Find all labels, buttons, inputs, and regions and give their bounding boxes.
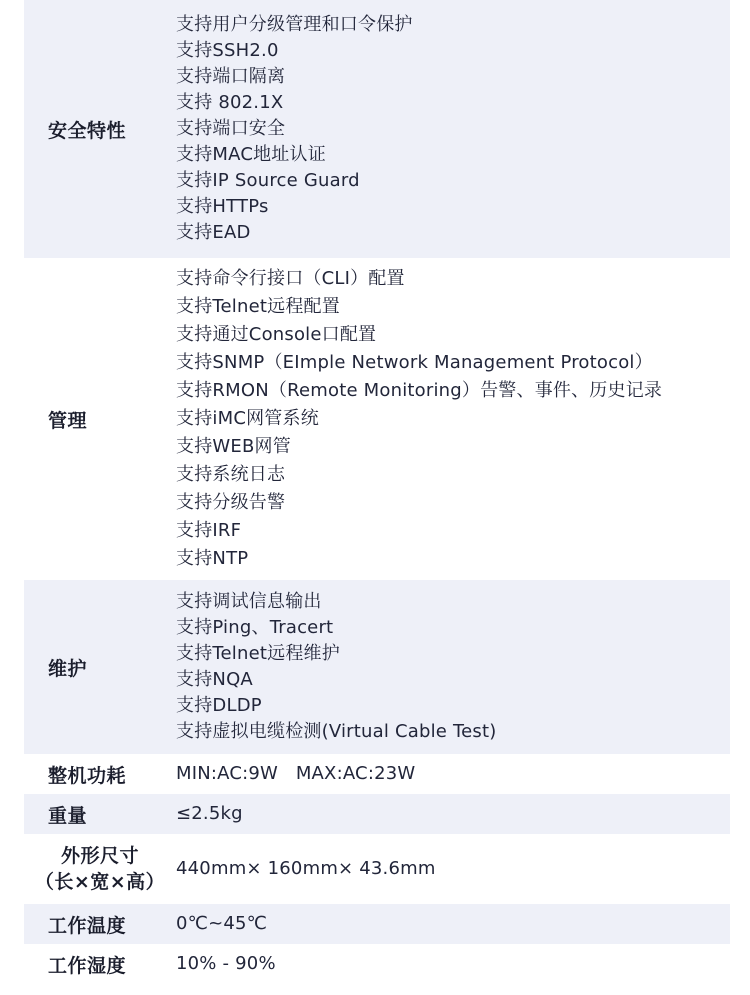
spec-value-line: 支持SSH2.0: [176, 40, 279, 61]
spec-row-operating-humidity: [24, 944, 730, 984]
spec-value-line: 支持IRF: [176, 520, 242, 541]
spec-row-operating-temperature: [24, 904, 730, 944]
spec-label: 重量: [48, 804, 88, 827]
spec-label: 工作湿度: [48, 954, 127, 977]
spec-row-weight: [24, 794, 730, 834]
spec-values: [176, 12, 730, 246]
spec-value-line: 支持MAC地址认证: [176, 144, 326, 165]
spec-value-line: 支持Telnet远程维护: [176, 643, 340, 664]
spec-values: [176, 911, 730, 937]
spec-value-line: 0℃~45℃: [176, 913, 268, 934]
spec-label: 管理: [48, 409, 88, 432]
spec-row-dimensions: [24, 834, 730, 904]
spec-value-line: 支持HTTPs: [176, 196, 269, 217]
spec-value-line: 支持Telnet远程配置: [176, 296, 340, 317]
spec-label-line: （长×宽×高）: [34, 871, 166, 893]
spec-value-line: 支持iMC网管系统: [176, 408, 319, 429]
spec-row-security: [24, 0, 730, 258]
spec-row-power: [24, 754, 730, 794]
spec-value-line: 支持分级告警: [176, 492, 286, 513]
spec-label-line: 外形尺寸: [60, 845, 139, 867]
spec-value-line: 支持调试信息输出: [176, 591, 322, 612]
spec-value-line: 支持WEB网管: [176, 436, 291, 457]
spec-label: 安全特性: [48, 119, 127, 142]
spec-value-line: ≤2.5kg: [176, 803, 243, 824]
spec-value-line: 支持端口隔离: [176, 66, 286, 87]
spec-value-line: 支持NQA: [176, 669, 253, 690]
spec-row-management: [24, 258, 730, 580]
spec-value-line: 支持命令行接口（CLI）配置: [176, 268, 405, 289]
spec-values: [176, 265, 730, 573]
spec-value-line: 10% - 90%: [176, 953, 276, 974]
spec-value-line: 支持通过Console口配置: [176, 324, 377, 345]
spec-value-line: 支持SNMP（EImple Network Management Protocol）: [176, 352, 653, 373]
spec-values: [176, 801, 730, 827]
spec-value-line: 支持端口安全: [176, 118, 286, 139]
spec-label: [24, 843, 176, 895]
spec-row-maintenance: [24, 580, 730, 754]
spec-value-line: 支持 802.1X: [176, 92, 284, 113]
spec-label: 整机功耗: [48, 764, 127, 787]
spec-value-line: 支持Ping、Tracert: [176, 617, 334, 638]
spec-value-line: 支持用户分级管理和口令保护: [176, 14, 413, 35]
spec-value-line: 支持EAD: [176, 222, 251, 243]
spec-values: [176, 951, 730, 977]
spec-values: [176, 761, 730, 787]
spec-value-line: 440mm× 160mm× 43.6mm: [176, 858, 436, 879]
spec-value-line: 支持RMON（Remote Monitoring）告警、事件、历史记录: [176, 380, 663, 401]
spec-label: 工作温度: [48, 914, 127, 937]
spec-value-line: MIN:AC:9W MAX:AC:23W: [176, 763, 416, 784]
spec-values: [176, 589, 730, 745]
spec-values: [176, 856, 730, 882]
spec-value-line: 支持虚拟电缆检测(Virtual Cable Test): [176, 721, 497, 742]
spec-value-line: 支持IP Source Guard: [176, 170, 360, 191]
spec-value-line: 支持NTP: [176, 548, 249, 569]
spec-value-line: 支持DLDP: [176, 695, 262, 716]
spec-table: [24, 0, 730, 984]
spec-label: 维护: [48, 657, 88, 680]
spec-value-line: 支持系统日志: [176, 464, 286, 485]
